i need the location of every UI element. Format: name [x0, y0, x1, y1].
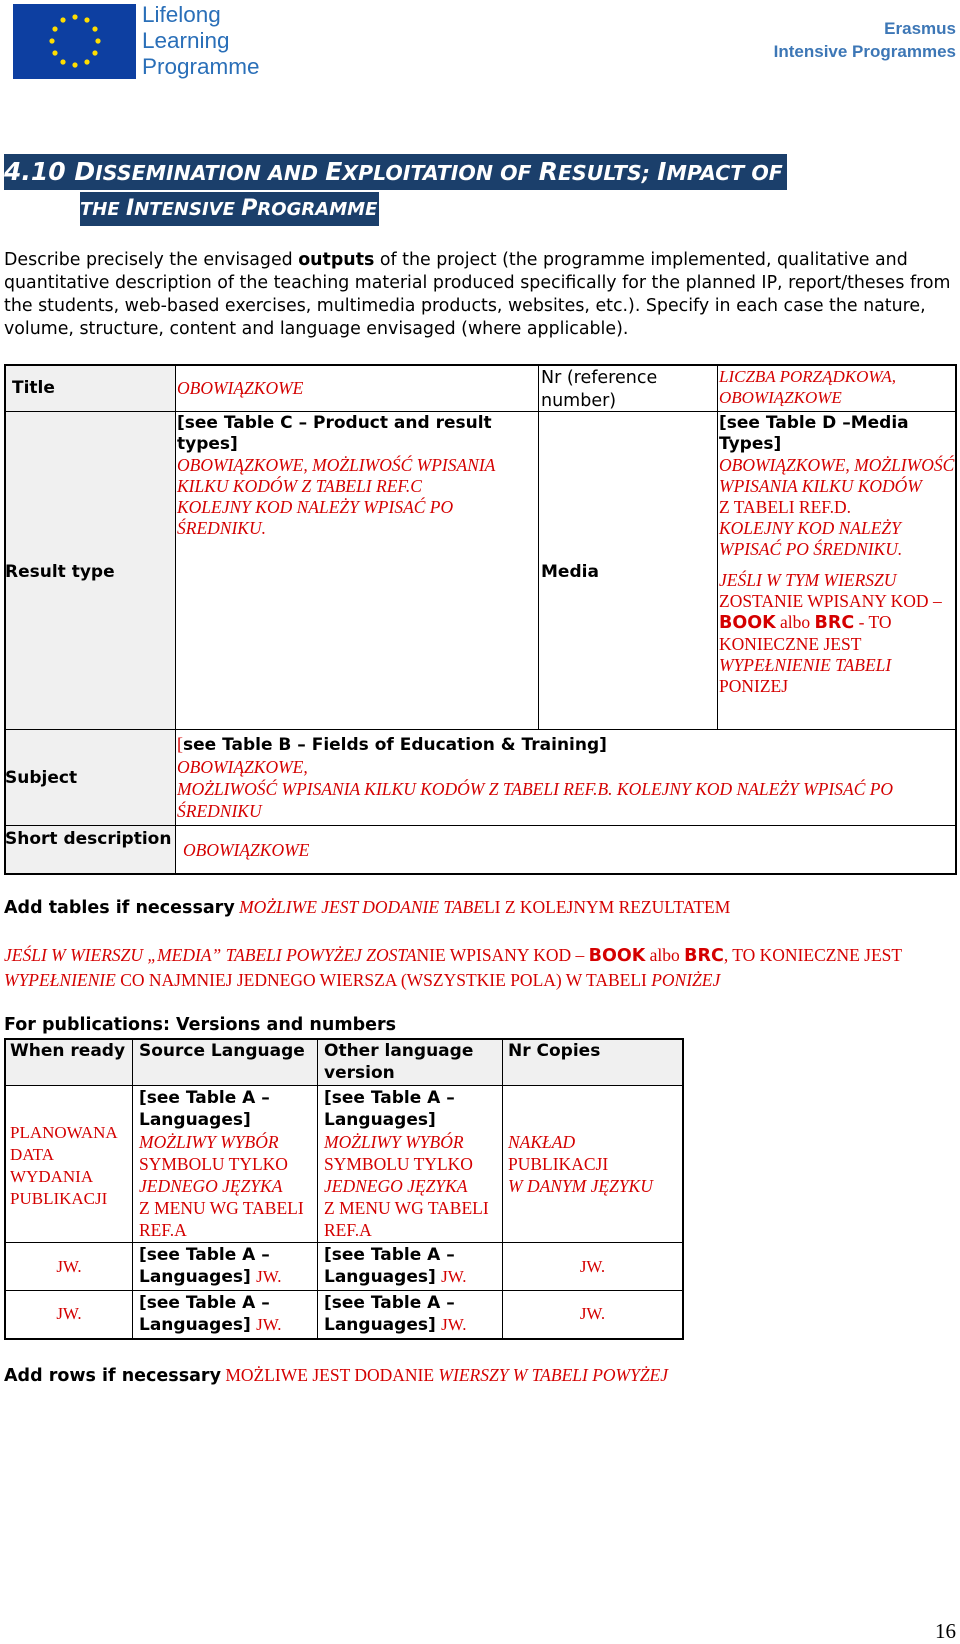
book-code: BOOK: [588, 946, 646, 966]
add-tables-note-text: LI Z KOLEJNYM REZULTATEM: [483, 897, 731, 917]
pub-jw: JW.: [441, 1267, 467, 1286]
pub-other-note: Z MENU WG TABELI REF.A: [324, 1198, 489, 1240]
result-type-value[interactable]: [177, 413, 537, 539]
intro-paragraph: [4, 249, 958, 341]
subject-note: OBOWIĄZKOWE,: [177, 757, 308, 777]
add-tables-note: [4, 897, 730, 918]
pub-other-ref: [see Table A – Languages]: [324, 1245, 455, 1287]
pub-source-note: JEDNEGO JĘZYKA: [139, 1176, 283, 1196]
page-number: 16: [935, 1619, 956, 1643]
add-rows-note-text: MOŻLIWE JEST DODANIE: [220, 1365, 439, 1385]
media-notice-text: NIE WPISANY KOD –: [416, 945, 589, 965]
intro-text: Describe precisely the envisaged: [4, 250, 299, 270]
programme-logo-text: [142, 2, 260, 80]
title-word: MPACT OF: [666, 161, 783, 185]
pub-source-ref: [see Table A – Languages]: [139, 1293, 270, 1335]
nr-value-line: OBOWIĄZKOWE: [719, 388, 842, 407]
result-type-note: OBOWIĄZKOWE, MOŻLIWOŚĆ WPISANIA KILKU KODÓW Z TABELI REF.C: [177, 455, 496, 496]
media-notice-text: albo: [645, 945, 685, 965]
section-number: 4.10: [4, 157, 75, 186]
section-title-line-2: [80, 192, 379, 226]
media-note: JEŚLI W TYM WIERSZU: [719, 570, 897, 590]
title-word: XPLOITATION OF: [342, 161, 539, 185]
pub-jw: JW.: [441, 1315, 467, 1334]
media-label: Media: [541, 562, 599, 582]
pub-copies-cell[interactable]: [508, 1131, 680, 1197]
pub-other-note: SYMBOLU TYLKO: [324, 1154, 473, 1174]
media-note: WYPEŁNIENIE TABELI: [719, 655, 892, 675]
media-notice: [4, 943, 954, 993]
title-word: E: [325, 157, 343, 186]
label-column-bg: [5, 365, 175, 874]
eu-stars-icon: [13, 4, 136, 79]
erasmus-label: Erasmus: [884, 19, 956, 38]
pub-other-note: JEDNEGO JĘZYKA: [324, 1176, 468, 1196]
publications-caption: For publications: Versions and numbers: [4, 1015, 397, 1035]
title-value[interactable]: OBOWIĄZKOWE: [177, 378, 304, 398]
title-word: I: [126, 196, 135, 221]
media-note: albo: [775, 612, 815, 632]
media-note: KOLEJNY KOD NALEŻY WPISAĆ PO ŚREDNIKU.: [719, 518, 903, 559]
title-word: NTENSIVE: [134, 199, 242, 220]
media-note: PONIZEJ: [719, 676, 789, 696]
pub-source-cell[interactable]: [139, 1292, 317, 1336]
add-tables-note-text: MOŻLIWE JEST DODANIE TABE: [234, 897, 484, 917]
subject-ref: see Table B – Fields of Education & Training]: [183, 735, 607, 755]
pub-jw: JW.: [256, 1267, 282, 1286]
pub-header-copies: Nr Copies: [508, 1041, 601, 1061]
title-label: Title: [12, 378, 55, 398]
pub-other-cell[interactable]: [324, 1292, 500, 1336]
title-word: ESULTS;: [557, 161, 658, 185]
intensive-label: Intensive Programmes: [773, 42, 956, 61]
pub-copies-cell[interactable]: JW.: [579, 1304, 606, 1323]
logo-line-1: Lifelong: [142, 2, 221, 27]
pub-when-cell[interactable]: JW.: [56, 1304, 82, 1323]
subject-bracket: [: [177, 734, 183, 754]
title-word: ISSEMINATION AND: [95, 161, 326, 185]
media-notice-text: JEŚLI W WIERSZU „MEDIA” TABELI POWYŻEJ ZOSTA: [4, 945, 417, 965]
add-rows-bold: Add rows if necessary: [4, 1366, 221, 1386]
pub-other-cell[interactable]: [324, 1087, 500, 1241]
eu-flag-logo: [13, 4, 136, 79]
nr-reference-label: Nr (reference number): [541, 368, 658, 411]
pub-source-cell[interactable]: [139, 1087, 317, 1241]
pub-header-when: When ready: [10, 1041, 126, 1061]
subject-label: Subject: [5, 768, 78, 788]
pub-when-cell[interactable]: JW.: [56, 1257, 82, 1276]
media-notice-text: CO NAJMNIEJ JEDNEGO WIERSZA (WSZYSTKIE POLA) W TABELI: [115, 970, 652, 990]
add-tables-bold: Add tables if necessary: [4, 898, 235, 918]
title-word: I: [657, 157, 667, 186]
pub-source-note: SYMBOLU TYLKO: [139, 1154, 288, 1174]
media-note: - TO: [854, 612, 892, 632]
title-word: THE: [80, 199, 126, 220]
title-word: ROGRAMME: [257, 199, 378, 220]
pub-source-ref: [see Table A – Languages]: [139, 1245, 270, 1287]
media-ref: [see Table D –Media Types]: [719, 413, 909, 454]
media-value[interactable]: [719, 413, 955, 697]
pub-other-cell[interactable]: [324, 1244, 500, 1288]
pub-copies-note: PUBLIKACJI: [508, 1154, 609, 1174]
brc-code: BRC: [814, 613, 855, 633]
pub-jw: JW.: [256, 1315, 282, 1334]
pub-source-note: Z MENU WG TABELI REF.A: [139, 1198, 304, 1240]
pub-when-cell[interactable]: PLANOWANA DATA WYDANIA PUBLIKACJI: [10, 1123, 117, 1208]
media-notice-text: , TO KONIECZNE JEST: [723, 945, 902, 965]
pub-other-note: MOŻLIWY WYBÓR: [324, 1132, 464, 1152]
media-notice-text: PONIŻEJ: [651, 970, 721, 990]
pub-source-ref: [see Table A – Languages]: [139, 1088, 270, 1130]
media-note: KONIECZNE JEST: [719, 634, 862, 654]
pub-header-other: Other language version: [324, 1041, 474, 1083]
book-code: BOOK: [719, 613, 776, 633]
add-rows-note: [4, 1365, 668, 1386]
logo-line-3: Programme: [142, 54, 260, 79]
short-description-value[interactable]: OBOWIĄZKOWE: [183, 840, 310, 860]
pub-source-cell[interactable]: [139, 1244, 317, 1288]
pub-other-ref: [see Table A – Languages]: [324, 1293, 455, 1335]
pub-source-note: MOŻLIWY WYBÓR: [139, 1132, 279, 1152]
nr-reference-value[interactable]: [719, 366, 955, 408]
pub-copies-note: NAKŁAD: [508, 1132, 576, 1152]
pub-header-source: Source Language: [139, 1041, 305, 1061]
media-note: Z TABELI REF.D.: [719, 497, 852, 517]
pub-copies-note: W DANYM JĘZYKU: [508, 1176, 653, 1196]
logo-line-2: Learning: [142, 28, 230, 53]
short-description-label: Short description: [5, 829, 172, 849]
header-right: [774, 17, 956, 63]
add-rows-note-text: WIERSZY W TABELI POWYŻEJ: [438, 1365, 669, 1385]
title-word: R: [538, 157, 558, 186]
media-note: OBOWIĄZKOWE, MOŻLIWOŚĆ WPISANIA KILKU KODÓW: [719, 455, 955, 496]
title-word: P: [241, 196, 258, 221]
brc-code: BRC: [684, 946, 724, 966]
media-notice-text: WYPEŁNIENIE: [4, 970, 116, 990]
intro-bold: outputs: [298, 250, 375, 270]
title-word: D: [74, 157, 96, 186]
result-type-label: Result type: [5, 562, 115, 582]
media-note: ZOSTANIE WPISANY KOD –: [719, 591, 942, 611]
result-type-ref: [see Table C – Product and result types]: [177, 413, 492, 454]
subject-value[interactable]: [177, 733, 953, 822]
result-type-note: KOLEJNY KOD NALEŻY WPISAĆ PO ŚREDNIKU.: [177, 497, 454, 538]
pub-other-ref: [see Table A – Languages]: [324, 1088, 455, 1130]
pub-copies-cell[interactable]: JW.: [579, 1257, 606, 1276]
intro-text: of the project (the programme implemented, qualitative and quantitative description of the teaching material produced specifically for the planned IP, report/theses from the students, web-based exercises, multimedia products, websites, etc.). Specify in each case the nature, volume, structure, content and language envisaged (where applicable).: [4, 250, 951, 339]
section-title-line-1: [4, 154, 787, 190]
subject-note: MOŻLIWOŚĆ WPISANIA KILKU KODÓW Z TABELI REF.B. KOLEJNY KOD NALEŻY WPISAĆ PO ŚREDNIKU: [177, 779, 894, 821]
nr-value-line: LICZBA PORZĄDKOWA,: [719, 367, 897, 386]
